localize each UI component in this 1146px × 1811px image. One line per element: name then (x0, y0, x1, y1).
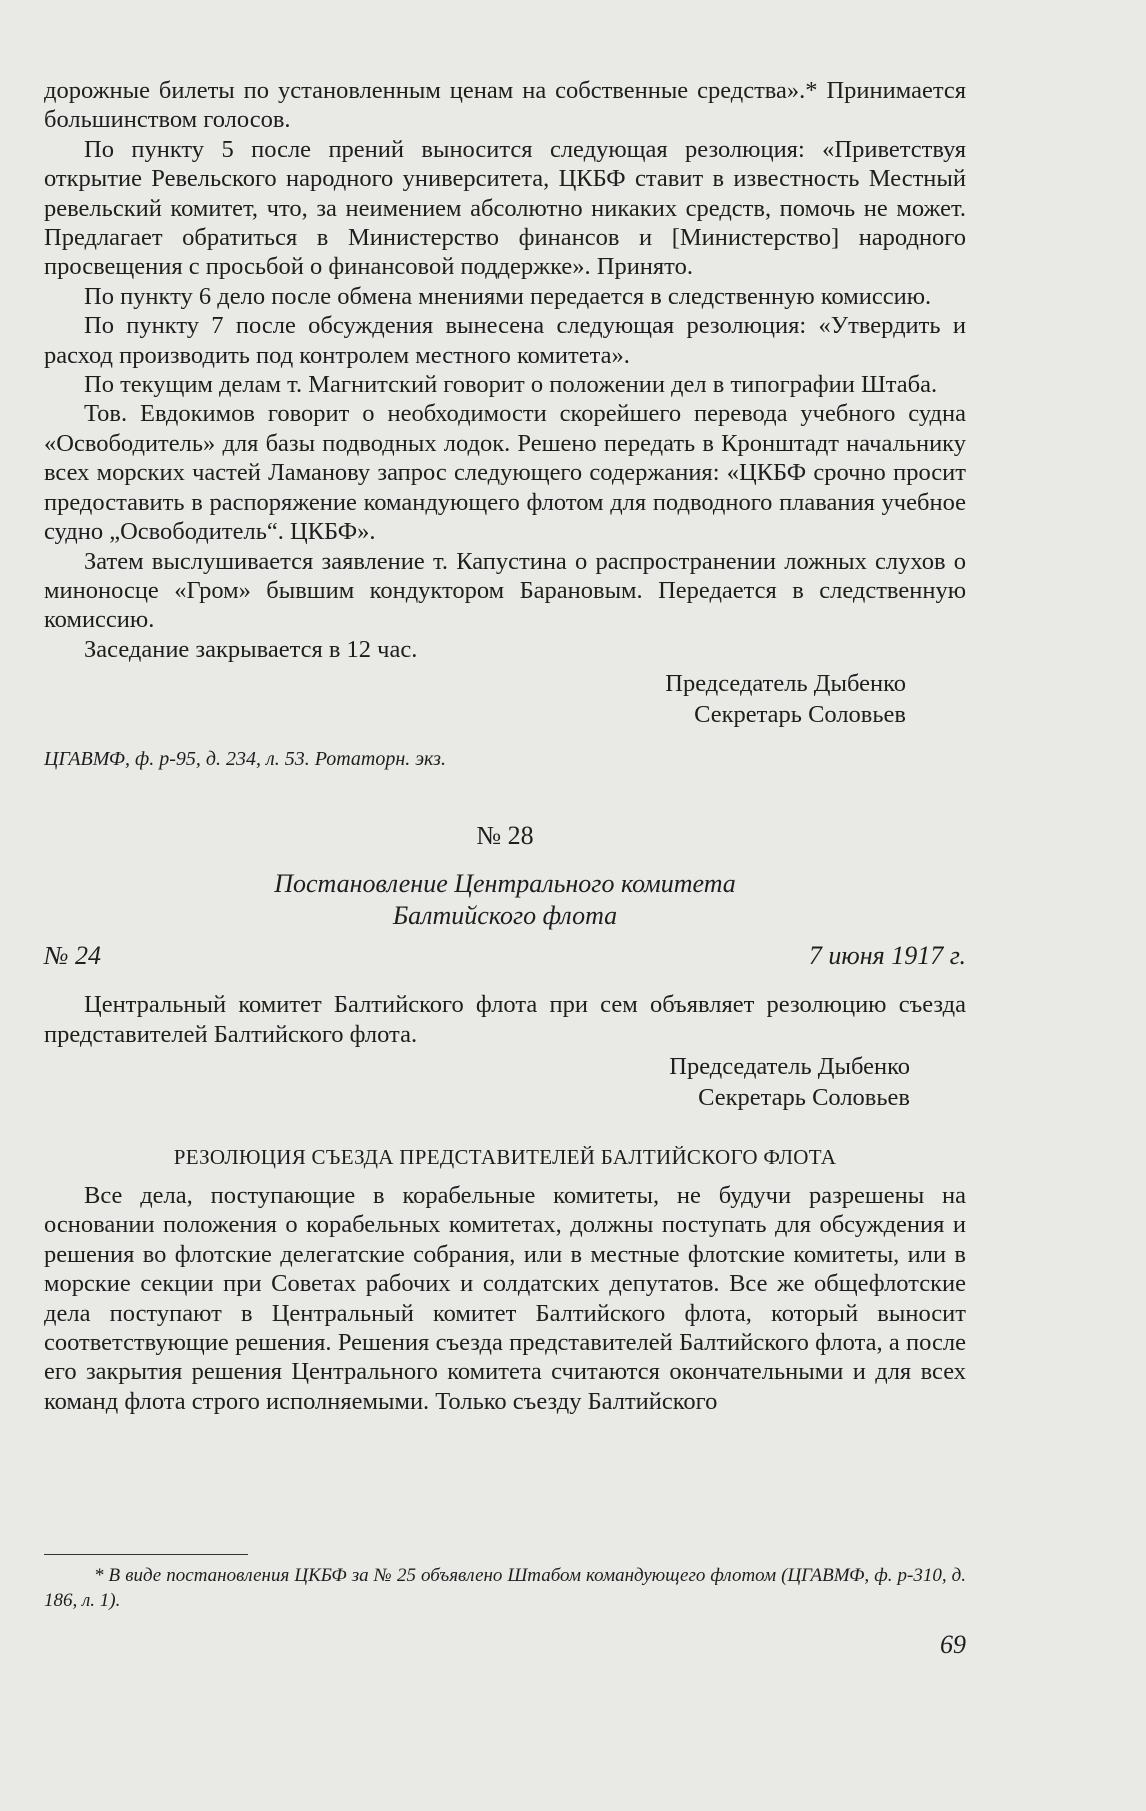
paragraph: По пункту 7 после обсуждения вынесена следующая резолюция: «Утвердить и расход производить под контролем местного комитета». (44, 312, 966, 369)
paragraph: Центральный комитет Балтийского флота при сем объявляет резолюцию съезда представителей Балтийского флота. (44, 991, 966, 1048)
archive-source: ЦГАВМФ, ф. р-95, д. 234, л. 53. Ротаторн. экз. (44, 748, 446, 771)
signature-chairman: Председатель Дыбенко (665, 670, 906, 698)
paragraph: Все дела, поступающие в корабельные комитеты, не будучи разрешены на основании положения о корабельных комитетах, должны поступать для обсуждения и решения во флотские делегатские собрания, или в местные флотские комитеты, или в морские секции при Советах рабочих и солдатских депутатов. Все же общефлотские дела поступают в Центральный комитет Балтийского флота, который выносит соответствующие решения. Решения съезда представителей Балтийского флота, а после его закрытия решения Центрального комитета считаются окончательными и для всех команд флота строго исполняемыми. Только съезду Балтийского (44, 1181, 966, 1415)
footnote-divider (44, 1554, 248, 1555)
signature-secretary: Секретарь Соловьев (694, 701, 906, 729)
signature-chairman: Председатель Дыбенко (669, 1052, 910, 1080)
document-date: 7 июня 1917 г. (808, 941, 966, 971)
paragraph: По пункту 5 после прений выносится следующая резолюция: «Приветствуя открытие Ревельского народного университета, ЦКБФ ставит в известность Местный ревельский комитет, что, за неимением абсолютно никаких средств, помочь не может. Предлагает обратиться в Министерство финансов и [Министерство] народного просвещения с просьбой о финансовой поддержке». Принято. (44, 135, 966, 281)
signature-secretary: Секретарь Соловьев (698, 1083, 910, 1111)
page-number: 69 (940, 1630, 966, 1659)
document-meta (44, 940, 966, 972)
paragraph: Затем выслушивается заявление т. Капустина о распространении ложных слухов о миноносце «Гром» бывшим кондуктором Барановым. Передается в следственную комиссию. (44, 547, 966, 634)
paragraph: Тов. Евдокимов говорит о необходимости скорейшего перевода учебного судна «Освободитель» для базы подводных лодок. Решено передать в Кронштадт начальнику всех морских частей Ламанову запрос следующего содержания: «ЦКБФ срочно просит предоставить в распоряжение командующего флотом для подводного плавания учебное судно „Освободитель“. ЦКБФ». (44, 400, 966, 546)
paragraph: Заседание закрывается в 12 час. (84, 635, 418, 663)
page-body (44, 76, 966, 1416)
order-number: № 24 (44, 941, 102, 971)
footnote: * В виде постановления ЦКБФ за № 25 объявлено Штабом командующего флотом (ЦГАВМФ, ф. р-310, д. 186, л. 1). (44, 1565, 966, 1611)
document-number: № 28 (476, 821, 534, 851)
document-title-line-1: Постановление Центрального комитета (274, 869, 736, 899)
paragraph: По пункту 6 дело после обмена мнениями передается в следственную комиссию. (84, 282, 932, 310)
resolution-title: РЕЗОЛЮЦИЯ СЪЕЗДА ПРЕДСТАВИТЕЛЕЙ БАЛТИЙСКОГО ФЛОТА (173, 1144, 837, 1169)
paragraph: дорожные билеты по установленным ценам на собственные средства».* Принимается большинством голосов. (44, 77, 966, 134)
paragraph: По текущим делам т. Магнитский говорит о положении дел в типографии Штаба. (84, 371, 938, 399)
document-title-line-2: Балтийского флота (392, 901, 618, 931)
